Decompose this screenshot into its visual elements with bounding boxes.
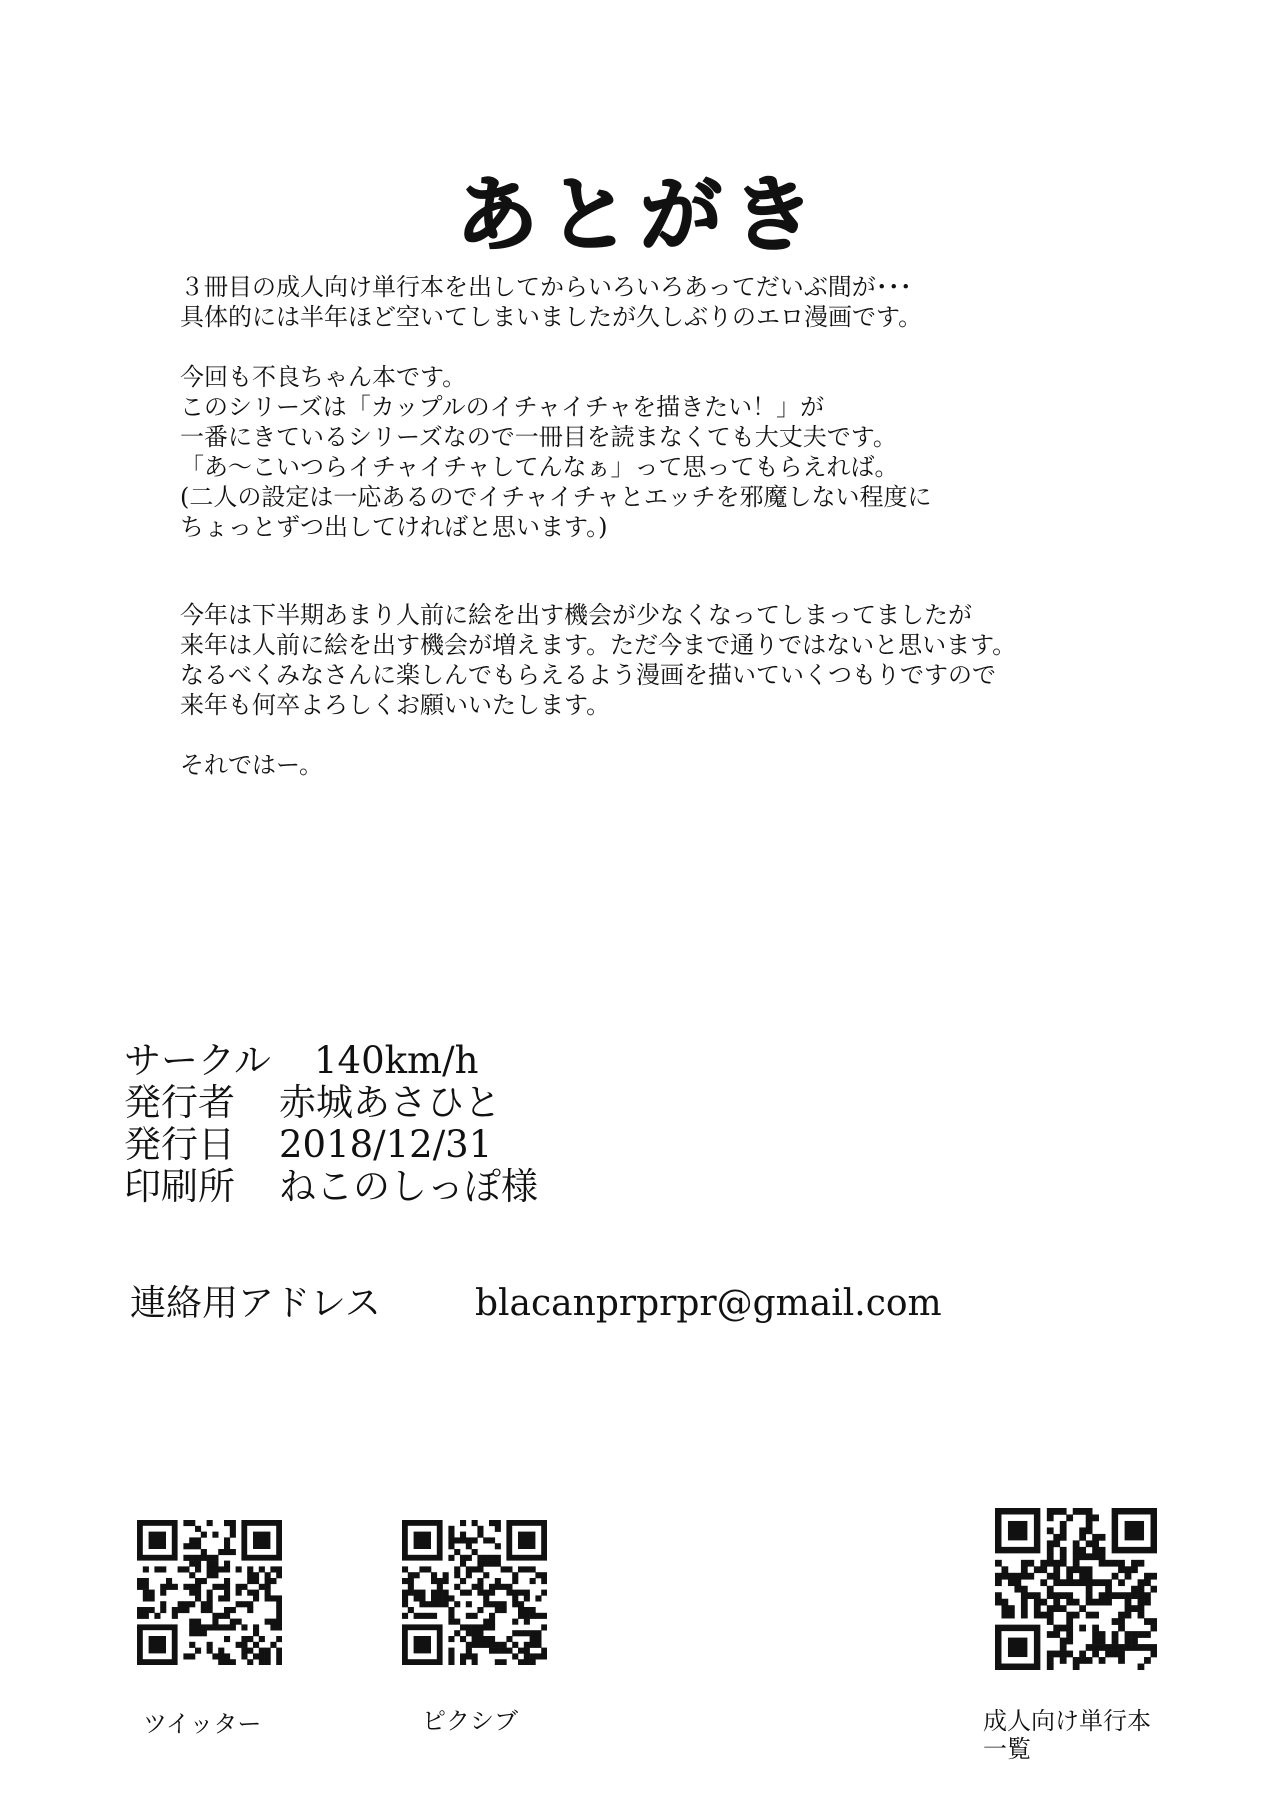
text-line: 今年は下半期あまり人前に絵を出す機会が少なくなってしまってましたが (180, 601, 972, 629)
pixiv-qr-code-icon[interactable] (402, 1520, 547, 1665)
colophon-date (124, 1124, 538, 1166)
books-list-qr-code-icon[interactable] (995, 1508, 1157, 1670)
text-line: 一番にきているシリーズなので一冊目を読まなくても大丈夫です。 (180, 423, 897, 451)
contact-email[interactable]: blacanprprpr@gmail.com (475, 1283, 942, 1324)
publisher-label: 発行者 (124, 1081, 235, 1124)
colophon-circle (124, 1040, 538, 1082)
text-line: ３冊目の成人向け単行本を出してからいろいろあってだいぶ間が･･･ (180, 273, 912, 301)
printer-value: ねこのしっぽ様 (279, 1165, 538, 1208)
text-line: なるべくみなさんに楽しんでもらえるよう漫画を描いていくつもりですので (180, 661, 996, 689)
text-line: 具体的には半年ほど空いてしまいましたが久しぶりのエロ漫画です。 (180, 303, 923, 331)
paragraph-2 (180, 362, 1180, 542)
text-line: (二人の設定は一応あるのでイチャイチャとエッチを邪魔しない程度に (180, 483, 932, 511)
paragraph-3 (180, 600, 1180, 720)
books-list-qr-label-line1: 成人向け単行本 (983, 1707, 1151, 1735)
publisher-value: 赤城あさひと (279, 1081, 501, 1124)
text-line: 来年も何卒よろしくお願いいたします。 (180, 691, 611, 719)
circle-value: 140km/h (314, 1039, 479, 1082)
text-line: ちょっとずつ出してければと思います。) (180, 513, 608, 541)
text-line: それではー。 (180, 751, 324, 779)
colophon (124, 1040, 538, 1208)
circle-label: サークル (124, 1039, 271, 1082)
date-label: 発行日 (124, 1123, 235, 1166)
twitter-qr-label: ツイッター (143, 1710, 262, 1738)
date-value: 2018/12/31 (279, 1123, 493, 1166)
colophon-publisher (124, 1082, 538, 1124)
text-line: 今回も不良ちゃん本です。 (180, 363, 467, 391)
books-list-qr-label (983, 1707, 1151, 1763)
printer-label: 印刷所 (124, 1165, 235, 1208)
paragraph-1 (180, 272, 1180, 332)
afterword-body (180, 272, 1180, 810)
twitter-qr-code-icon[interactable] (137, 1520, 282, 1665)
contact-row (130, 1282, 1130, 1326)
contact-label: 連絡用アドレス (130, 1283, 381, 1324)
text-line: 「あ～こいつらイチャイチャしてんなぁ」って思ってもらえれば。 (180, 453, 899, 481)
text-line: 来年は人前に絵を出す機会が増えます。ただ今まで通りではないと思います。 (180, 631, 1017, 659)
page-title: あとがき (455, 168, 824, 263)
text-line: このシリーズは「カップルのイチャイチャを描きたい！」が (180, 393, 825, 421)
colophon-printer (124, 1166, 538, 1208)
books-list-qr-label-line2: 一覧 (983, 1735, 1031, 1763)
paragraph-4 (180, 750, 1180, 780)
pixiv-qr-label: ピクシブ (422, 1707, 518, 1735)
